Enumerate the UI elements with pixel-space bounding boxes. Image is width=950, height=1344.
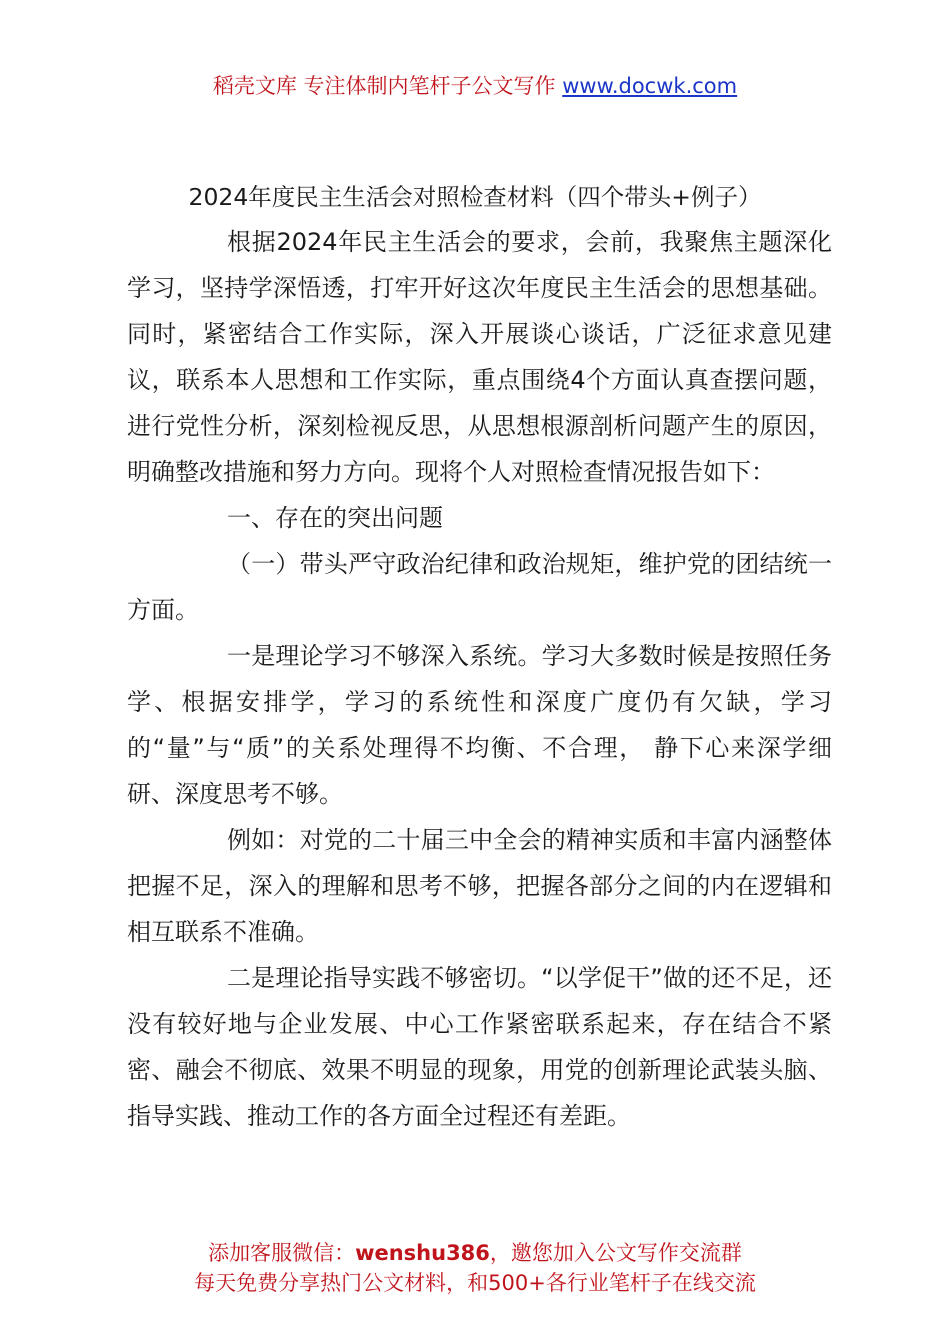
intro-paragraph: 根据2024年民主生活会的要求，会前，我聚焦主题深化学习，坚持学深悟透，打牢开好这次年度民主生活会的思想基础。同时，紧密结合工作实际，深入开展谈心谈话，广泛征求意见建议，联系本人思想和工作实际，重点围绕4个方面认真查摆问题，进行党性分析，深刻检视反思，从思想根源剖析问题产生的原因，明确整改措施和努力方向。现将个人对照检查情况报告如下： bbox=[127, 228, 832, 486]
document-title: 2024年度民主生活会对照检查材料（四个带头+例子） bbox=[188, 183, 762, 211]
footer-suffix: ，邀您加入公文写作交流群 bbox=[489, 1241, 742, 1265]
subsection-heading: （一）带头严守政治纪律和政治规矩，维护党的团结统一方面。 bbox=[127, 550, 832, 624]
site-banner bbox=[0, 70, 950, 100]
footer-line-2: 每天免费分享热门公文材料，和500+各行业笔杆子在线交流 bbox=[194, 1271, 756, 1295]
section-heading: 一、存在的突出问题 bbox=[227, 504, 443, 532]
issue-paragraph: 一是理论学习不够深入系统。学习大多数时候是按照任务学、根据安排学，学习的系统性和深度广度仍有欠缺，学习的“量”与“质”的关系处理得不均衡、不合理， 静下心来深学细研、深度思考不够。 bbox=[127, 642, 832, 808]
example-paragraph: 例如：对党的二十届三中全会的精神实质和丰富内涵整体把握不足，深入的理解和思考不够，把握各部分之间的内在逻辑和相互联系不准确。 bbox=[127, 826, 832, 946]
issue-paragraph: 二是理论指导实践不够密切。“以学促干”做的还不足，还没有较好地与企业发展、中心工作紧密联系起来，存在结合不紧密、融会不彻底、效果不明显的现象，用党的创新理论武装头脑、指导实践、推动工作的各方面全过程还有差距。 bbox=[127, 964, 832, 1130]
wechat-id: wenshu386 bbox=[355, 1241, 490, 1265]
footer-prefix: 添加客服微信： bbox=[208, 1241, 356, 1265]
promo-footer bbox=[0, 1238, 950, 1298]
footer-line-1 bbox=[0, 1238, 950, 1268]
banner-text: 稻壳文库 专注体制内笔杆子公文写作 bbox=[212, 74, 563, 98]
site-link[interactable]: www.docwk.com bbox=[562, 74, 738, 98]
document-body bbox=[127, 219, 832, 1139]
